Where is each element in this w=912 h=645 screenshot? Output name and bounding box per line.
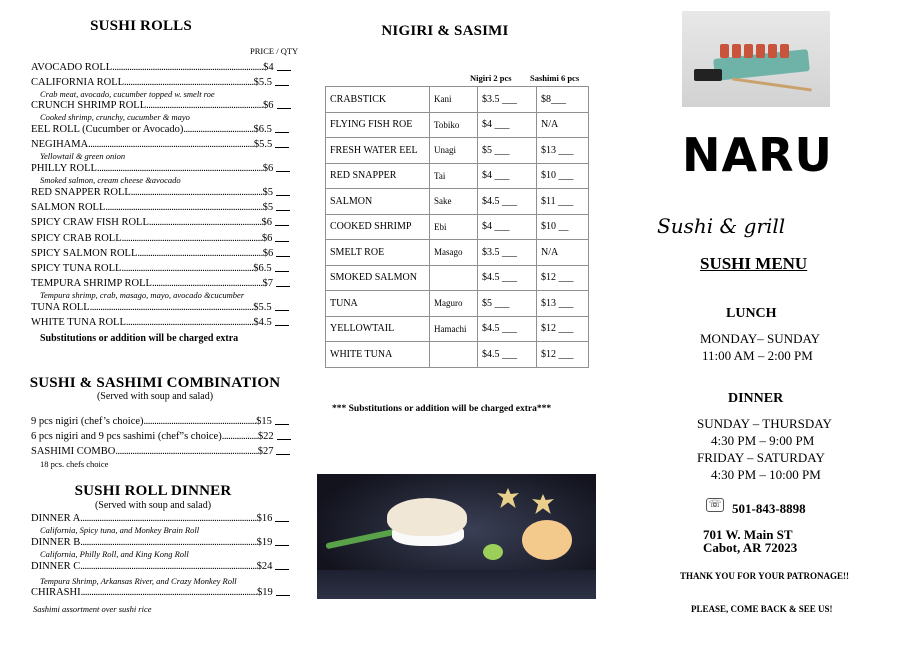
fish-name: TUNA [326,291,430,317]
menu-title: SUSHI MENU [700,254,808,273]
leader-dots: ............................................................ [125,317,254,328]
dinner-item-desc: Sashimi assortment over sushi rice [33,604,152,614]
qty-line [276,171,290,172]
nigiri-price: $4.5 ___ [478,342,537,368]
lunch-days: MONDAY– SUNDAY [700,331,821,346]
qty-line [276,210,290,211]
roll-item [31,163,290,174]
combo-item [31,431,291,442]
japanese-name: Ebi [430,214,478,240]
price-qty-header: PRICE / QTY [250,46,299,56]
chopsticks [732,77,812,91]
brand-tagline: Sushi & grill [657,214,786,238]
leader-dots: .............................................................. [121,263,254,274]
roll-item-name: TEMPURA SHRIMP ROLL [31,278,152,289]
roll-item-price: $4.5 [253,317,272,328]
roll-item-name: WHITE TUNA ROLL [31,317,126,328]
dinner-time-weekend: 4:30 PM – 10:00 PM [711,467,821,482]
roll-item-name: SPICY CRAW FISH ROLL [31,217,149,228]
nigiri-price: $5 ___ [478,138,537,164]
fish-name: SALMON [326,189,430,215]
combination-subtitle: (Served with soup and salad) [96,391,214,402]
roll-item [31,248,290,259]
address-line-1: 701 W. Main ST [703,527,793,542]
roll-item [31,263,289,274]
roll-item-price: $6 [262,248,274,259]
nigiri-price: $3.5 ___ [478,87,537,113]
nigiri-row [326,240,589,266]
dinner-item-price: $24 [256,561,273,572]
nigiri-price: $4.5 ___ [478,265,537,291]
roll-item [31,62,291,73]
sashimi-price: $13 ___ [537,138,589,164]
combo-item [31,416,289,427]
combo-item-price: $27 [257,446,274,457]
ginger-shape [522,520,572,560]
roll-item-name: AVOCADO ROLL [31,62,113,73]
roll-item-price: $6.5 [253,263,272,274]
roll-item [31,77,289,88]
roll-piece [732,44,741,58]
dinner-item [31,561,289,572]
roll-piece [756,44,765,58]
roll-item-price: $5.5 [253,139,273,150]
roll-item [31,278,290,289]
lunch-time: 11:00 AM – 2:00 PM [702,348,813,363]
nigiri-col-header: Nigiri 2 pcs [470,73,512,83]
qty-line [275,147,289,148]
combo-note: 18 pcs. chefs choice [40,459,109,469]
leader-dots: ............................................................. [124,77,254,88]
nigiri-row [326,291,589,317]
nigiri-price: $5 ___ [478,291,537,317]
leader-dots: ........................................................... [137,248,263,259]
sushi-rolls-title: SUSHI ROLLS [90,18,192,34]
qty-line [275,569,289,570]
dinner-title: DINNER [728,391,784,406]
roll-item-name: SPICY TUNA ROLL [31,263,122,274]
qty-line [275,325,289,326]
nigiri-row [326,112,589,138]
qty-line [277,108,291,109]
maple-leaf-icon [497,488,519,508]
roll-item-price: $5.5 [253,302,272,313]
fish-name: FLYING FISH ROE [326,112,430,138]
qty-line [276,595,290,596]
japanese-name: Tai [430,163,478,189]
qty-line [276,454,290,455]
dinner-item [31,537,289,548]
qty-line [276,195,290,196]
roll-item [31,317,289,328]
qty-line [275,545,289,546]
dinner-item-desc: California, Philly Roll, and King Kong Roll [40,549,189,559]
qty-line [275,271,289,272]
qty-line [276,286,290,287]
roll-item [31,233,289,244]
phone-icon: ☏ [706,498,724,512]
lunch-title: LUNCH [726,306,777,321]
leader-dots: .............................................................................. [88,139,254,150]
roll-item-desc: Crab meat, avocado, cucumber topped w. smelt roe [40,89,215,99]
roll-item-name: PHILLY ROLL [31,163,97,174]
dinner-item-name: DINNER B [31,537,81,548]
qty-line [275,424,289,425]
roll-item-price: $6 [263,100,274,111]
dinner-time-weekday: 4:30 PM – 9:00 PM [711,433,815,448]
nigiri-photo [317,474,596,599]
combo-item-name: SASHIMI COMBO [31,446,116,457]
nigiri-row [326,316,589,342]
nigiri-price: $4.5 ___ [478,316,537,342]
nigiri-row [326,87,589,113]
dinner-days-weekend: FRIDAY – SATURDAY [697,450,825,465]
sashimi-price: $12 ___ [537,265,589,291]
roll-item-price: $5 [262,202,274,213]
roll-item-price: $5 [262,187,274,198]
qty-line [275,225,289,226]
leader-dots: ................................................................................... [80,587,257,598]
nigiri-row [326,342,589,368]
roll-item [31,124,289,135]
leader-dots: .................................................... [151,278,263,289]
dinner-item-price: $19 [256,537,273,548]
roll-item-desc: Smoked salmon, cream cheese &avocado [40,175,181,185]
sashimi-col-header: Sashimi 6 pcs [530,73,580,83]
sashimi-price: $12 ___ [537,342,589,368]
fish-name: CRABSTICK [326,87,430,113]
roll-item-name: SALMON ROLL [31,202,106,213]
dinner-item [31,587,290,598]
dinner-item-name: CHIRASHI [31,587,81,598]
fish-name: WHITE TUNA [326,342,430,368]
nigiri-price: $4.5 ___ [478,189,537,215]
combination-title: SUSHI & SASHIMI COMBINATION [29,375,281,391]
roll-item [31,302,289,313]
sashimi-price: N/A [537,112,589,138]
leader-dots: ............................................................................. [89,302,254,313]
leader-dots: .......................................................................... [105,202,263,213]
dinner-item-desc: Tempura Shrimp, Arkansas River, and Crazy Monkey Roll [40,576,237,586]
rolls-substitution-note: Substitutions or addition will be charged extra [40,333,239,344]
roll-item-name: CRUNCH SHRIMP ROLL [31,100,147,111]
japanese-name: Maguro [430,291,478,317]
sashimi-price: $10 ___ [537,163,589,189]
roll-item [31,202,290,213]
roll-item [31,139,289,150]
roll-item-name: SPICY CRAB ROLL [31,233,122,244]
combo-item-name: 9 pcs nigiri (chef’s choice) [31,416,144,427]
japanese-name: Hamachi [430,316,478,342]
japanese-name: Unagi [430,138,478,164]
phone-number: 501-843-8898 [732,501,806,516]
roll-item-name: CALIFORNIA ROLL [31,77,125,88]
roll-item-name: TUNA ROLL [31,302,90,313]
roll-item-desc: Cooked shrimp, crunchy, cucumber & mayo [40,112,190,122]
fish-name: FRESH WATER EEL [326,138,430,164]
combo-item-name: 6 pcs nigiri and 9 pcs sashimi (chef”s choice) [31,431,222,442]
qty-line [275,241,289,242]
leader-dots: ..................................................... [148,217,262,228]
qty-line [277,70,291,71]
combo-item-price: $22 [257,431,274,442]
leader-dots: .............................................................. [130,187,263,198]
fish-name: RED SNAPPER [326,163,430,189]
roll-piece [744,44,753,58]
sashimi-price: $13 ___ [537,291,589,317]
qty-line [275,85,289,86]
roll-piece [780,44,789,58]
nigiri-title: NIGIRI & SASIMI [381,23,509,39]
fish-name: YELLOWTAIL [326,316,430,342]
roll-item-price: $7 [262,278,273,289]
nigiri-row [326,163,589,189]
nigiri-row [326,214,589,240]
come-back-text: PLEASE, COME BACK & SEE US! [691,604,833,614]
japanese-name [430,265,478,291]
japanese-name: Kani [430,87,478,113]
leader-dots: ................................................................................... [80,561,257,572]
sashimi-price: $8___ [537,87,589,113]
nigiri-column [315,0,635,645]
address-line-2: Cabot, AR 72023 [703,540,798,555]
roll-item-desc: Tempura shrimp, crab, masago, mayo, avocado &cucumber [40,290,245,300]
sashimi-price: $10 __ [537,214,589,240]
qty-line [275,310,289,311]
roll-item-price: $6 [262,163,274,174]
japanese-name [430,342,478,368]
wasabi-shape [483,544,503,560]
dinner-days-weekday: SUNDAY – THURSDAY [697,416,832,431]
japanese-name: Sake [430,189,478,215]
dinner-item-name: DINNER C [31,561,81,572]
roll-piece [720,44,729,58]
roll-item-desc: Yellowtail & green onion [40,151,126,161]
roll-item [31,100,291,111]
roll-dinner-title: SUSHI ROLL DINNER [74,483,232,499]
roll-item-price: $6.5 [253,124,272,135]
combo-item-price: $15 [256,416,272,427]
leader-dots: ................................................................... [115,446,258,457]
sushi-rolls-column [0,0,315,645]
qty-line [275,521,289,522]
nigiri-row [326,265,589,291]
roll-item [31,187,290,198]
leader-dots: ................................. [183,124,254,135]
leader-dots: ....................................................... [146,100,264,111]
dinner-item-desc: California, Spicy tuna, and Monkey Brain Roll [40,525,200,535]
fish-name: SMELT ROE [326,240,430,266]
dinner-item-name: DINNER A [31,513,81,524]
leader-dots: .................................................................. [121,233,262,244]
roll-item-name: NEGIHAMA [31,139,89,150]
fish-slice [387,498,467,536]
roll-item-name: SPICY SALMON ROLL [31,248,138,259]
nigiri-table [325,86,589,368]
nigiri-substitution-note: *** Substitutions or addition will be charged extra*** [332,404,552,414]
roll-piece [768,44,777,58]
nigiri-price: $3.5 ___ [478,240,537,266]
sashimi-price: $11 ___ [537,189,589,215]
roll-item-name: EEL ROLL (Cucumber or Avocado) [31,124,184,135]
fish-name: COOKED SHRIMP [326,214,430,240]
qty-line [276,256,290,257]
combo-item [31,446,290,457]
info-column [640,0,912,645]
nigiri-price: $4 ___ [478,214,537,240]
roll-dinner-subtitle: (Served with soup and salad) [94,500,212,511]
thanks-text: THANK YOU FOR YOUR PATRONAGE!! [680,571,849,581]
nigiri-row [326,189,589,215]
leader-dots: ..................................................... [143,416,257,427]
japanese-name: Masago [430,240,478,266]
sauce-dish [694,69,722,81]
roll-item-price: $6 [261,233,273,244]
japanese-name: Tobiko [430,112,478,138]
roll-item-price: $4 [263,62,274,73]
dinner-item [31,513,289,524]
sushi-plate-photo [682,11,830,107]
leader-dots: ................................................................................... [80,537,257,548]
sashimi-price: N/A [537,240,589,266]
roll-item-name: RED SNAPPER ROLL [31,187,131,198]
roll-item-price: $6 [261,217,273,228]
dinner-item-price: $16 [256,513,273,524]
fish-name: SMOKED SALMON [326,265,430,291]
leader-dots: .............................................................................. [96,163,263,174]
dinner-item-price: $19 [256,587,273,598]
leader-dots: ....................................................................... [112,62,264,73]
sashimi-price: $12 ___ [537,316,589,342]
reflection [317,570,596,599]
leader-dots: ................. [221,431,258,442]
nigiri-price: $4 ___ [478,112,537,138]
leader-dots: ................................................................................... [80,513,257,524]
maple-leaf-icon [532,494,554,514]
roll-item-price: $5.5 [253,77,273,88]
nigiri-price: $4 ___ [478,163,537,189]
roll-item [31,217,289,228]
brand-name: NARU [682,128,833,182]
nigiri-row [326,138,589,164]
qty-line [275,132,289,133]
qty-line [277,439,291,440]
